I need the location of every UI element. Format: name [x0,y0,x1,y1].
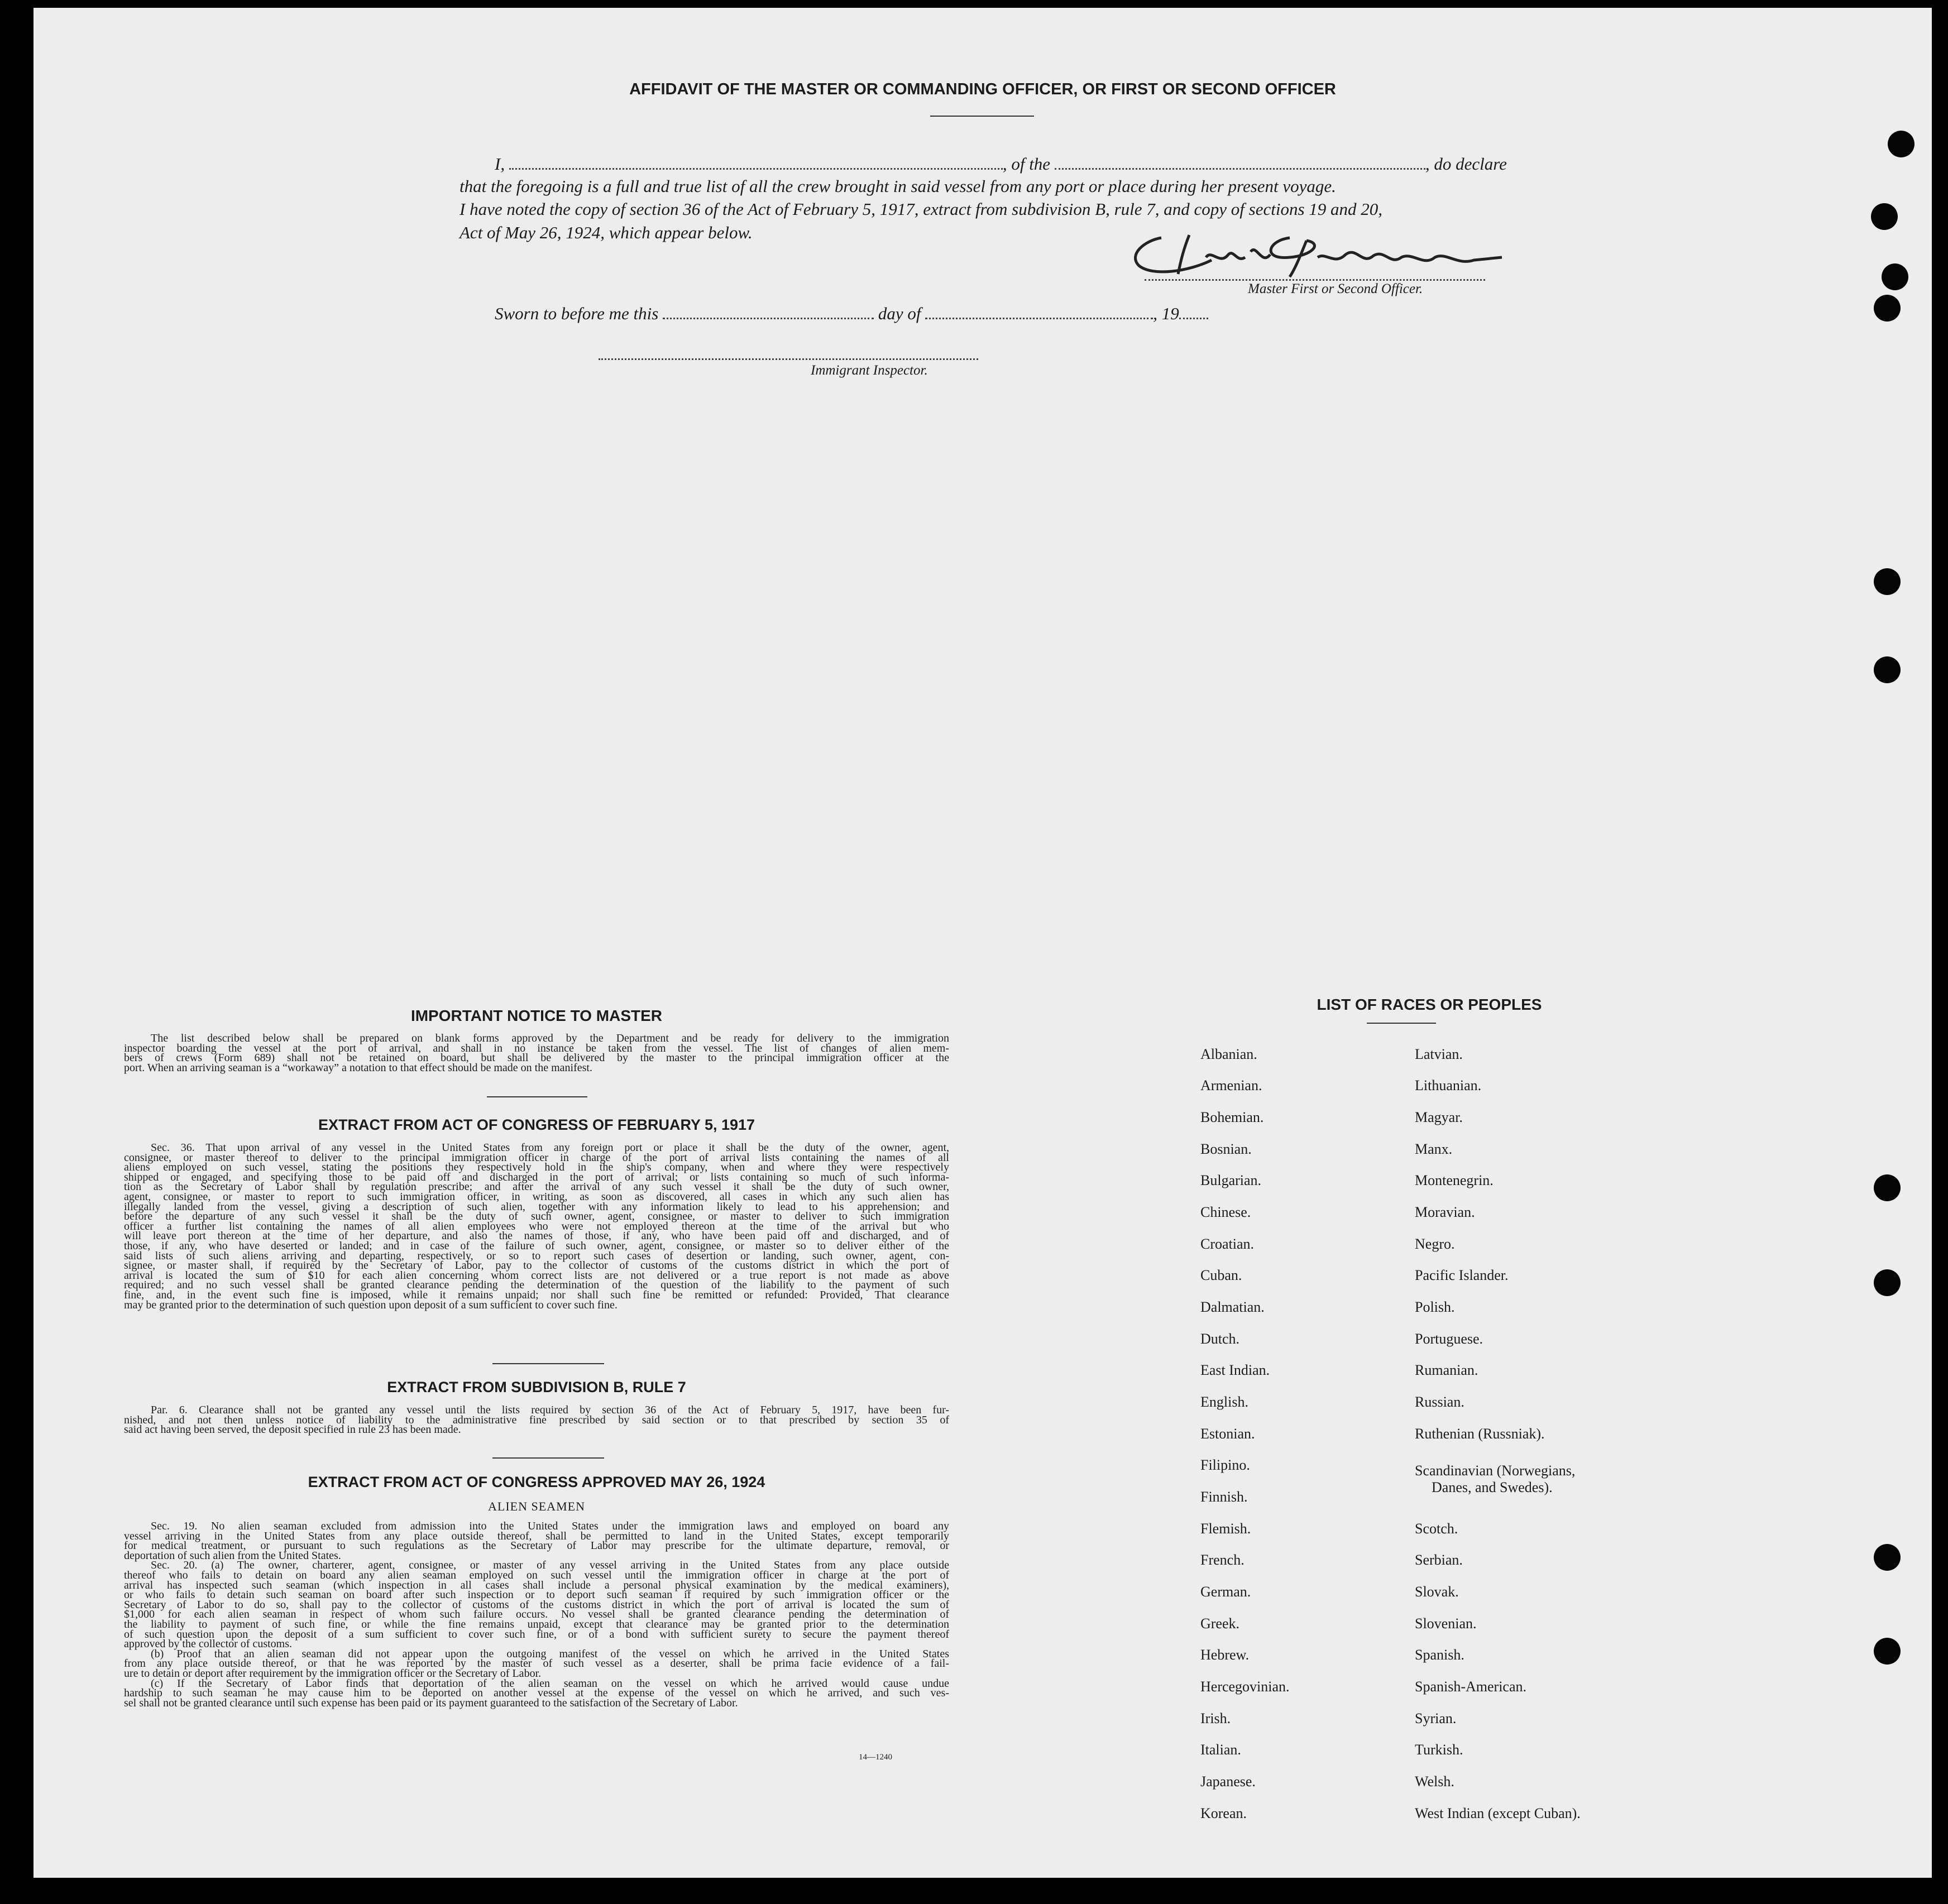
race-item: Croatian. [1200,1236,1255,1252]
notice-title: IMPORTANT NOTICE TO MASTER [410,1007,663,1024]
inspector-line [599,358,978,360]
race-item: Bulgarian. [1200,1172,1262,1188]
race-item: Ruthenian (Russniak). [1415,1426,1545,1442]
para-line: officer a further list containing the names of all alien employees who were not employed thereon at the time of the arrival but who [124,1220,949,1232]
race-item: Moravian. [1415,1204,1475,1220]
race-item: Dalmatian. [1200,1299,1265,1315]
punch-hole [1874,656,1901,683]
para-line: those, if any, who have deserted or landed; and in case of the failure of such owner, agent, consignee, or master so to deliver either of the [124,1239,949,1252]
para-line: hardship to such seaman he may cause him to be deported on another vessel at the expense of the vessel on which he arrived, and such ves- [124,1687,949,1700]
sworn-month-blank[interactable] [925,318,1153,319]
para-line: for medical treatment, or pursuant to such regulations as the Secretary of Labor may prescribe for the ultimate departure, removal, or [124,1539,949,1552]
race-item: English. [1200,1394,1248,1410]
form-number: 14—1240 [859,1753,892,1762]
para-line: Sec. 20. (a) The owner, charterer, agent, consignee, or master of any vessel arriving in the United States from any place outside [151,1559,949,1572]
punch-hole [1874,1638,1901,1665]
extract-1917-paragraph [124,1143,949,1310]
para-line: the liability to payment of such fine, or while the fine remains unpaid, except that clearance may be granted prior to the determination [124,1618,949,1630]
divider [492,1457,604,1459]
extract-rule7-paragraph [124,1406,949,1435]
race-item: Irish. [1200,1710,1231,1726]
alien-seamen-subtitle: ALIEN SEAMEN [488,1499,585,1513]
race-item: Serbian. [1415,1552,1463,1568]
divider [492,1363,604,1364]
race-item: Montenegrin. [1415,1172,1494,1188]
para-line: sel shall not be granted clearance until such expense has been paid or its payment guaranteed to the satisfaction of the Secretary of Labor. [124,1696,738,1709]
notice-line: inspector boarding the vessel at the port of arrival, and shall in no instance be taken from the vessel. The list of changes of alien mem- [124,1042,949,1054]
race-item: Estonian. [1200,1426,1255,1442]
pronoun: I, [495,154,505,174]
extract-1917-title: EXTRACT FROM ACT OF CONGRESS OF FEBRUARY 5, 1917 [318,1116,755,1133]
do-declare: , do declare [1425,154,1507,174]
para-line: deportation of such alien from the United States. [124,1549,341,1562]
vessel-blank[interactable] [1055,168,1425,170]
para-line: Sec. 36. That upon arrival of any vessel in the United States from any foreign port or place it shall be the duty of the owner, agent, [151,1142,949,1154]
para-line: (c) If the Secretary of Labor finds that deportation of the alien seaman on the vessel on which he arrived would cause undue [151,1677,949,1690]
race-item: Pacific Islander. [1415,1267,1509,1283]
punch-hole [1871,203,1898,230]
para-line: or who fails to detain such seaman on board after such inspection or to deport such seaman if required by such immigration officer or the [124,1589,949,1601]
sworn-year: , 19 [1153,304,1179,323]
para-line: arrival is located the sum of $10 for each alien concerning whom correct lists are not delivered or a true report is not made as above [124,1269,949,1282]
race-item: Korean. [1200,1805,1247,1821]
punch-hole [1874,568,1901,595]
para-line: vessel arriving in the United States from any place outside thereof, shall be permitted to land in the United States, except temporarily [124,1529,949,1542]
race-item: Latvian. [1415,1046,1463,1062]
race-item: Welsh. [1415,1773,1454,1790]
race-item: Slovak. [1415,1584,1459,1600]
race-item: Albanian. [1200,1046,1257,1062]
race-item: Armenian. [1200,1077,1262,1094]
para-line: (b) Proof that an alien seaman did not appear upon the outgoing manifest of the vessel on which he arrived in the United States [151,1647,949,1660]
notice-line: The list described below shall be prepared on blank forms approved by the Department and be ready for delivery to the immigration [151,1032,949,1044]
race-item: Lithuanian. [1415,1077,1482,1094]
punch-hole [1874,295,1901,322]
race-item: West Indian (except Cuban). [1415,1805,1581,1821]
divider [487,1096,587,1097]
para-line: approved by the collector of customs. [124,1638,293,1651]
punch-hole [1882,263,1908,290]
race-item: German. [1200,1584,1251,1600]
para-line: signee, or master shall, if required by the Secretary of Labor, pay to the collector of customs of the customs district in which the port of [124,1259,949,1272]
race-item: Polish. [1415,1299,1455,1315]
race-item: Turkish. [1415,1742,1463,1758]
para-line: before the departure of any such vessel it shall be the duty of such owner, agent, consignee, or master to deliver to such immigration [124,1210,949,1223]
races-divider [1367,1023,1436,1024]
para-line: thereof who fails to detain on board any alien seaman employed on such vessel until the immigration officer in charge at the port of [124,1569,949,1581]
race-item: Bohemian. [1200,1109,1264,1125]
race-item: Flemish. [1200,1521,1251,1537]
document-page [33,8,1932,1878]
race-item: Scandinavian (Norwegians, [1415,1462,1576,1479]
para-line: agent, consignee, or master to report to such immigration officer, in writing, as soon as discovered, all cases in which any such alien has [124,1190,949,1203]
notice-paragraph [124,1034,949,1073]
signature-line [1145,279,1485,281]
race-item: Japanese. [1200,1773,1256,1790]
inspector-caption: Immigrant Inspector. [811,363,928,378]
sworn-line [495,304,1208,324]
affidavit-line-4: Act of May 26, 1924, which appear below. [460,223,753,242]
para-line: arrival has inspected such seaman (which inspection in all cases shall include a personal physical examination by the medical examiners), [124,1579,949,1591]
title-divider [930,116,1034,117]
punch-hole [1874,1269,1901,1296]
race-item: Spanish. [1415,1647,1464,1663]
para-line: Par. 6. Clearance shall not be granted any vessel until the lists required by section 36 of the Act of February 5, 1917, have been fur- [151,1404,949,1416]
para-line: fine, and, in the event such fine is imposed, while it remains unpaid; nor shall such fine be remitted or refunded: Provided, That clearance [124,1288,949,1301]
para-line: will leave port thereon at the time of her departure, and also the names of those, if any, who have been paid off and discharged, and of [124,1230,949,1243]
race-item: Filipino. [1200,1457,1250,1473]
para-line: Secretary of Labor to do so, shall pay to the collector of customs of the customs district in which the port of arrival is located the sum of [124,1598,949,1611]
para-line: consignee, or master thereof to deliver to the principal immigration officer in charge of the port of arrival lists containing the names of all [124,1151,949,1164]
race-item: Hercegovinian. [1200,1678,1290,1695]
race-item: East Indian. [1200,1362,1270,1378]
race-item: Negro. [1415,1236,1455,1252]
race-item: Bosnian. [1200,1141,1252,1157]
race-item: Cuban. [1200,1267,1242,1283]
para-line: Sec. 19. No alien seaman excluded from admission into the United States under the immigration laws and employed on board any [151,1520,949,1532]
affidavit-line-3: I have noted the copy of section 36 of the Act of February 5, 1917, extract from subdivision B, rule 7, and copy of sections 19 and 20, [460,199,1383,219]
race-item: Dutch. [1200,1331,1240,1347]
race-item: Portuguese. [1415,1331,1483,1347]
para-line: shipped or engaged, and specifying those to be paid off and discharged in the port of arrival; or lists containing so much of such informa- [124,1171,949,1183]
para-line: said lists of such aliens arriving and departing, respectively, or so to report such cases of desertion or landing, such owner, agent, con- [124,1249,949,1262]
para-line: ure to detain or deport after requirement by the immigration officer or the Secretary of Labor. [124,1667,542,1680]
punch-hole [1888,131,1915,157]
signature-caption: Master First or Second Officer. [1248,281,1423,296]
name-blank[interactable] [509,168,1003,170]
sworn-lead: Sworn to before me this [495,304,659,323]
affidavit-title: AFFIDAVIT OF THE MASTER OR COMMANDING OFFICER, OR FIRST OR SECOND OFFICER [629,80,1336,98]
race-item: Magyar. [1415,1109,1463,1125]
punch-hole [1874,1174,1901,1201]
sworn-year-blank[interactable] [1179,318,1208,319]
race-item: Hebrew. [1200,1647,1250,1663]
extract-1924-paragraph [124,1522,949,1708]
para-line: aliens employed on such vessel, stating the positions they respectively hold in the ship's company, when and where they were respectively [124,1161,949,1174]
para-line: may be granted prior to the determination of such question upon deposit of a sum sufficient to cover such fine. [124,1298,618,1311]
sworn-day-of: day of [878,304,921,323]
race-item: Danes, and Swedes). [1432,1479,1553,1495]
race-item: Slovenian. [1415,1615,1477,1632]
races-title: LIST OF RACES OR PEOPLES [1317,996,1542,1013]
race-item: Italian. [1200,1742,1241,1758]
para-line: of such question upon the deposit of a sum sufficient to cover such fine, or of a bond with sufficient surety to secure the payment thereof [124,1628,949,1641]
para-line: tion as the Secretary of Labor shall by regulation prescribe; and after the arrival of any such vessel it shall be the duty of such owner, [124,1181,949,1193]
race-item: French. [1200,1552,1245,1568]
para-line: said act having been served, the deposit specified in rule 23 has been made. [124,1423,461,1436]
affidavit-line-1 [495,154,1507,174]
race-item: Russian. [1415,1394,1464,1410]
extract-rule7-title: EXTRACT FROM SUBDIVISION B, RULE 7 [387,1379,686,1395]
para-line: required; and no such vessel shall be granted clearance pending the determination of the question of the liability to the payment of such [124,1279,949,1292]
race-item: Rumanian. [1415,1362,1478,1378]
race-item: Syrian. [1415,1710,1457,1726]
para-line: from any place outside thereof, or that he was reported by the master of such vessel as a deserter, shall be prima facie evidence of a fail- [124,1657,949,1670]
notice-line: bers of crews (Form 689) shall not be retained on board, but shall be delivered by the master to the principal immigration officer at the [124,1052,949,1064]
race-item: Chinese. [1200,1204,1251,1220]
para-line: nished, and not then unless notice of liability to the administrative fine prescribed by said section or to that prescribed by section 35 of [124,1413,949,1426]
extract-1924-title: EXTRACT FROM ACT OF CONGRESS APPROVED MAY 26, 1924 [308,1474,765,1490]
sworn-day-blank[interactable] [663,318,874,319]
race-item: Greek. [1200,1615,1240,1632]
race-item: Spanish-American. [1415,1678,1527,1695]
para-line: illegally landed from the vessel, giving a description of such alien, together with any information likely to lead to his apprehension; and [124,1200,949,1213]
of-the: , of the [1002,154,1051,174]
race-item: Scotch. [1415,1521,1458,1537]
punch-hole [1874,1544,1901,1571]
affidavit-line-2: that the foregoing is a full and true list of all the crew brought in said vessel from any port or place during her present voyage. [460,176,1336,196]
race-item: Manx. [1415,1141,1453,1157]
notice-line: port. When an arriving seaman is a “workaway” a notation to that effect should be made on the manifest. [124,1061,592,1074]
race-item: Finnish. [1200,1489,1248,1505]
para-line: $1,000 for each alien seaman in respect of whom such failure occurs. No vessel shall be granted clearance pending the determination of [124,1608,949,1621]
